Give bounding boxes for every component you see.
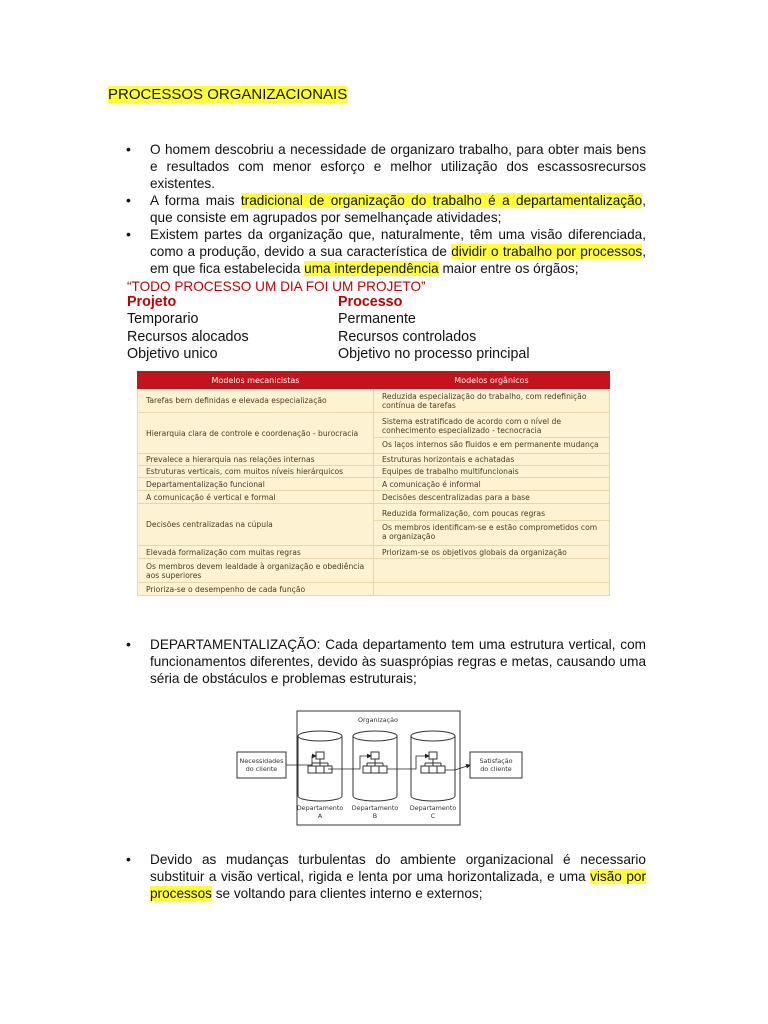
projeto-item: Objetivo unico: [127, 345, 218, 362]
bullet-item: • O homem descobriu a necessidade de organizaro trabalho, para obter mais bens e resultados com menor esforço e melhor utilização dos escassosrecursos existentes.: [126, 141, 646, 192]
input-label-1: Necessidades: [239, 757, 284, 765]
cell: Reduzida especialização do trabalho, com redefinição contínua de tarefas: [374, 389, 610, 413]
bullet-item: • Devido as mudanças turbulentas do ambiente organizacional é necessario substituir a visão vertical, rigida e lenta por uma horizontalizada, e uma visão por processos se voltando para clientes interno e externos;: [126, 851, 646, 902]
output-label-2: do cliente: [480, 765, 512, 773]
department-c-letter: C: [430, 812, 436, 820]
department-b-label: Departamento: [351, 804, 399, 812]
processo-item: Permanente: [338, 311, 416, 328]
cell: A comunicação é informal: [374, 478, 610, 491]
cell: Hierarquia clara de controle e coordenação - burocracia: [138, 413, 374, 454]
models-table: [137, 371, 610, 596]
bullet-item: • Existem partes da organização que, naturalmente, têm uma visão diferenciada, como a produção, devido a sua característica de dividir o trabalho por processos, em que fica estabelecida uma interdependência maior entre os órgãos;: [126, 226, 646, 277]
table-row: [138, 454, 610, 466]
department-c-label: Departamento: [409, 804, 457, 812]
cell: Sistema estratificado de acordo com o nível de conhecimento especializado - tecnocracia Os laços internos são fluidos e em permanente mudança: [374, 413, 610, 454]
cell: Prioriza-se o desempenho de cada função: [138, 583, 374, 596]
highlight: uma interdependência: [304, 261, 439, 276]
table-row: [138, 583, 610, 596]
table-row: [138, 546, 610, 559]
cell: Estruturas horizontais e achatadas: [374, 454, 610, 466]
bullet-item: • A forma mais tradicional de organização do trabalho é a departamentalização, que consiste em agrupados por semelhançade atividades;: [126, 192, 646, 226]
header-organicos: Modelos orgânicos: [374, 372, 610, 389]
input-label-2: do cliente: [245, 765, 278, 773]
table-row: [138, 478, 610, 491]
quote: “TODO PROCESSO UM DIA FOI UM PROJETO”: [127, 279, 426, 294]
projeto-item: Temporario: [127, 311, 199, 328]
cell: Decisões descentralizadas para a base: [374, 491, 610, 504]
processo-item: Objetivo no processo principal: [338, 345, 530, 362]
cell: Estruturas verticais, com muitos níveis hierárquicos: [138, 466, 374, 478]
cell: A comunicação é vertical e formal: [138, 491, 374, 504]
dept-bullet-list: [126, 636, 646, 687]
table-row: [138, 466, 610, 478]
department-a-letter: A: [317, 812, 323, 820]
organization-diagram: [234, 708, 534, 830]
department-a-label: Departamento: [296, 804, 344, 812]
table-row: [138, 491, 610, 504]
projeto-item: Recursos alocados: [127, 328, 249, 345]
department-b-letter: B: [372, 812, 378, 820]
department-a-cylinder: [298, 731, 342, 801]
cell: Decisões centralizadas na cúpula: [138, 504, 374, 546]
cell: Tarefas bem definidas e elevada especialização: [138, 389, 374, 413]
bullet-item: • DEPARTAMENTALIZAÇÃO: Cada departamento tem uma estrutura vertical, com funcionamentos diferentes, devido às suasprópias regras e metas, causando uma séria de obstáculos e problemas estruturais;: [126, 636, 646, 687]
cell: [374, 583, 610, 596]
projeto-header: Projeto: [127, 294, 177, 310]
table-header-row: [138, 372, 610, 389]
table-row: [138, 559, 610, 583]
cell: Os membros devem lealdade à organização e obediência aos superiores: [138, 559, 374, 583]
intro-bullet-list: [126, 141, 646, 277]
department-c-cylinder: [411, 731, 455, 801]
page-title: PROCESSOS ORGANIZACIONAIS: [108, 86, 348, 103]
cell: Prevalece a hierarquia nas relações internas: [138, 454, 374, 466]
highlight: dividir o trabalho por processos: [451, 244, 643, 259]
cell: Reduzida formalização, com poucas regras Os membros identificam-se e estão comprometidos com a organização: [374, 504, 610, 546]
final-bullet-list: [126, 851, 646, 902]
highlight: visão por processos: [150, 869, 646, 901]
header-mecanicistas: Modelos mecanicistas: [138, 372, 374, 389]
cell: Equipes de trabalho multifuncionais: [374, 466, 610, 478]
cell: [374, 559, 610, 583]
table-row: [138, 413, 610, 454]
processo-header: Processo: [338, 294, 403, 310]
table-row: [138, 504, 610, 546]
diagram-title: Organização: [358, 716, 398, 724]
cell: Priorizam-se os objetivos globais da organização: [374, 546, 610, 559]
processo-column: [338, 294, 530, 363]
projeto-column: [127, 294, 249, 363]
processo-item: Recursos controlados: [338, 328, 477, 345]
output-label-1: Satisfação: [479, 757, 513, 765]
cell: Departamentalização funcional: [138, 478, 374, 491]
table-row: [138, 389, 610, 413]
cell: Elevada formalização com muitas regras: [138, 546, 374, 559]
highlight: tradicional de organização do trabalho é a departamentalização: [240, 193, 643, 208]
